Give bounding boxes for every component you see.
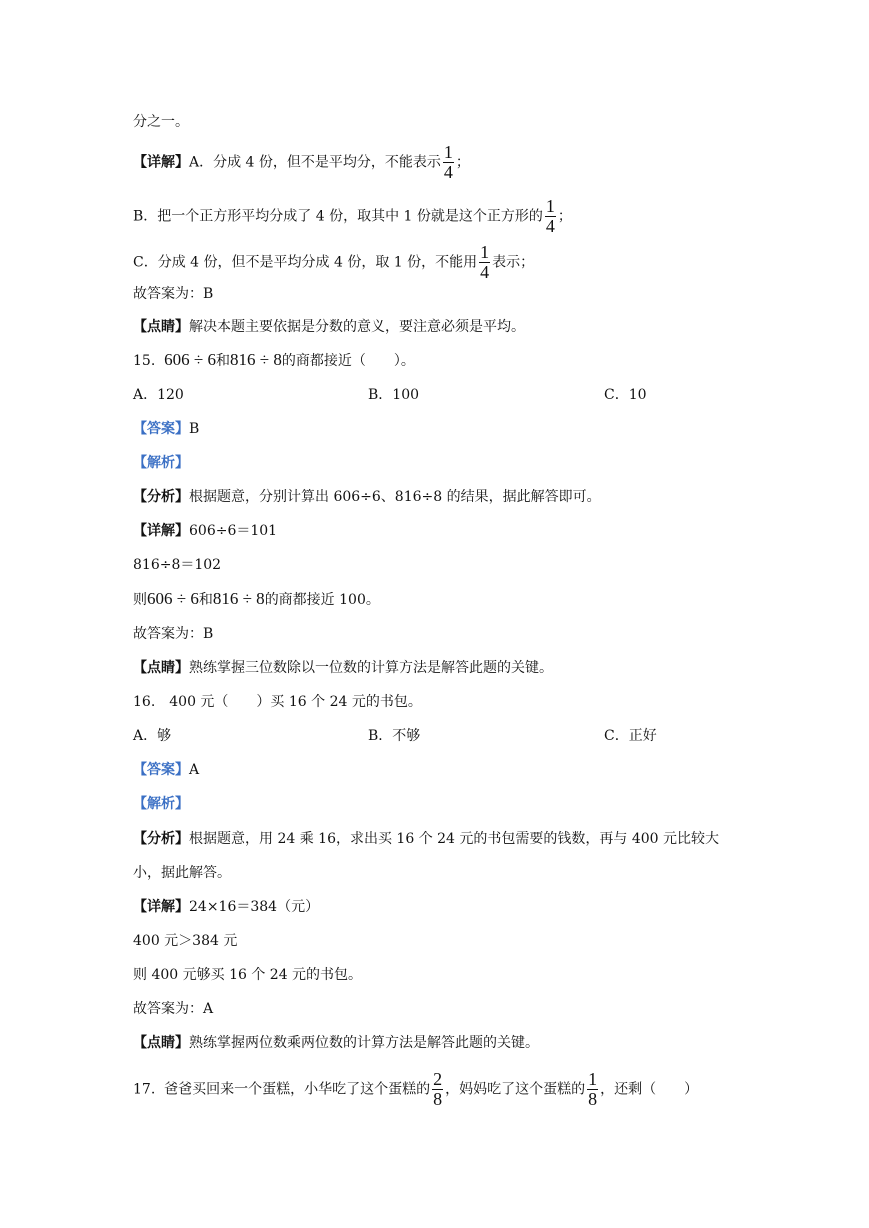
- section-tag: 【分析】: [133, 831, 189, 847]
- q16-option-c: C．正好: [604, 728, 657, 744]
- q15-option-b: B．100: [368, 387, 420, 403]
- detail-text: C．分成 4 份，但不是平均分成 4 份，取 1 份，不能用: [133, 254, 478, 271]
- detail-line-b: B．把一个正方形平均分成了 4 份，取其中 1 份就是这个正方形的 $\frac{1}{4}$ ；: [133, 196, 572, 236]
- detail-line-c: C．分成 4 份，但不是平均分成 4 份，取 1 份，不能用 $\frac{1}{4}$ 表示；: [133, 242, 535, 282]
- q15-final-line: 故答案为：B: [133, 626, 214, 642]
- detail-text: A．分成 4 份，但不是平均分，不能表示: [189, 154, 441, 171]
- q15-fenxi-line: 【分析】根据题意，分别计算出 606÷6、816÷8 的结果，据此解答即可。: [133, 489, 601, 505]
- q16-calc-line: 400 元＞384 元: [133, 933, 238, 949]
- fraction: $\frac{1}{4}$: [545, 196, 555, 236]
- section-tag: 【点睛】: [133, 660, 189, 676]
- section-tag: 【点睛】: [133, 1035, 189, 1051]
- q16-analysis-tag: 【解析】: [133, 796, 189, 812]
- q15-option-a: A．120: [133, 387, 184, 403]
- section-tag: 【分析】: [133, 489, 189, 505]
- q16-final-line: 故答案为：A: [133, 1001, 214, 1017]
- q15-xiangjie-line: 【详解】606÷6＝101: [133, 523, 278, 539]
- detail-text: B．把一个正方形平均分成了 4 份，取其中 1 份就是这个正方形的: [133, 208, 543, 225]
- answer-line: 故答案为：B: [133, 286, 214, 302]
- answer-tag: 【答案】: [133, 762, 189, 778]
- q15-option-c: C．10: [604, 387, 647, 403]
- fraction: $\frac{1}{4}$: [443, 142, 453, 182]
- q15-dianjing-line: 【点睛】熟练掌握三位数除以一位数的计算方法是解答此题的关键。: [133, 660, 553, 676]
- section-tag: 【详解】: [133, 899, 189, 915]
- text-line: 分之一。: [133, 114, 189, 130]
- fraction: $\frac{2}{8}$: [433, 1069, 443, 1109]
- q16-option-a: A．够: [133, 728, 172, 744]
- question-15-stem: 15. 606 ÷ 6和816 ÷ 8的商都接近（ ）。: [133, 350, 415, 369]
- q16-xiangjie-line: 【详解】24×16＝384（元）: [133, 899, 320, 915]
- section-tag: 【点睛】: [133, 319, 189, 335]
- q15-answer-line: 【答案】B: [133, 421, 200, 437]
- q16-dianjing-line: 【点睛】熟练掌握两位数乘两位数的计算方法是解答此题的关键。: [133, 1035, 539, 1051]
- q15-calc-line: 816÷8＝102: [133, 557, 222, 573]
- q15-conclusion-line: 则606 ÷ 6和816 ÷ 8的商都接近 100。: [133, 589, 380, 608]
- q16-conclusion-line: 则 400 元够买 16 个 24 元的书包。: [133, 967, 363, 983]
- q16-answer-line: 【答案】A: [133, 762, 200, 778]
- q16-option-b: B．不够: [368, 728, 421, 744]
- section-tag: 【详解】: [133, 154, 189, 171]
- detail-line-a: 【详解】A．分成 4 份，但不是平均分，不能表示 $\frac{1}{4}$ ；: [133, 142, 470, 182]
- q16-fenxi-cont: 小，据此解答。: [133, 865, 231, 881]
- fraction: $\frac{1}{8}$: [588, 1069, 598, 1109]
- section-tag: 【详解】: [133, 523, 189, 539]
- answer-tag: 【答案】: [133, 421, 189, 437]
- q15-analysis-tag: 【解析】: [133, 455, 189, 471]
- fraction: $\frac{1}{4}$: [480, 242, 490, 282]
- question-16-stem: 16. 400 元（ ）买 16 个 24 元的书包。: [133, 694, 422, 710]
- question-17-stem: 17. 爸爸买回来一个蛋糕，小华吃了这个蛋糕的 $\frac{2}{8}$ ，妈妈吃了这个蛋糕的 $\frac{1}{8}$ ，还剩（ ）: [133, 1069, 699, 1109]
- dianjing-line: 【点睛】解决本题主要依据是分数的意义，要注意必须是平均。: [133, 319, 525, 335]
- q16-fenxi-line: 【分析】根据题意，用 24 乘 16，求出买 16 个 24 元的书包需要的钱数，再与 400 元比较大: [133, 831, 720, 847]
